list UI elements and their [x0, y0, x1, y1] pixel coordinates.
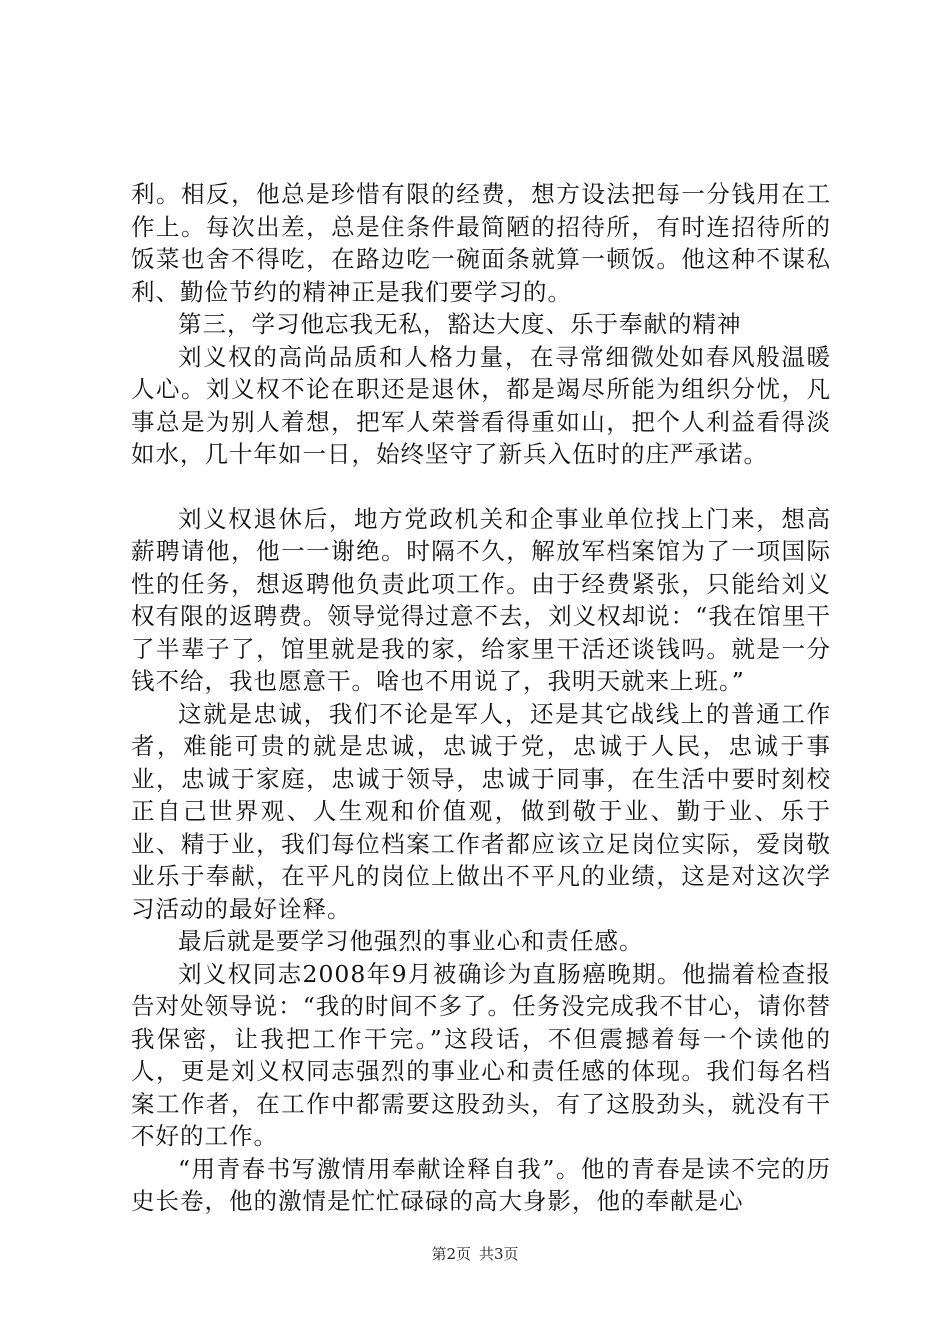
paragraph: 刘义权的高尚品质和人格力量，在寻常细微处如春风般温暖人心。刘义权不论在职还是退休，都是竭尽所能为组织分忧，凡事总是为别人着想，把军人荣誉看得重如山，把个人利益看得淡如水，几十年如一日，始终坚守了新兵入伍时的庄严承诺。: [131, 342, 831, 468]
paragraph: 刘义权同志2008年9月被确诊为直肠癌晚期。他揣着检查报告对处领导说：“我的时间不多了。任务没完成我不甘心，请你替我保密，让我把工作干完。”这段话，不但震撼着每一个读他的人，更是刘义权同志强烈的事业心和责任感的体现。我们每名档案工作者，在工作中都需要这股劲头，有了这股劲头，就没有干不好的工作。: [131, 959, 831, 1150]
page-number: 第2页: [431, 1245, 471, 1263]
page-footer: [0, 1244, 950, 1264]
section-heading: 第三，学习他忘我无私，豁达大度、乐于奉献的精神: [178, 310, 742, 338]
section-heading: 最后就是要学习他强烈的事业心和责任感。: [178, 927, 644, 955]
paragraph: 这就是忠诚，我们不论是军人，还是其它战线上的普通工作者，难能可贵的就是忠诚，忠诚于党，忠诚于人民，忠诚于事业，忠诚于家庭，忠诚于领导，忠诚于同事，在生活中要时刻校正自己世界观、人生观和价值观，做到敬于业、勤于业、乐于业、精于业，我们每位档案工作者都应该立足岗位实际，爱岗敬业乐于奉献，在平凡的岗位上做出不平凡的业绩，这是对这次学习活动的最好诠释。: [131, 699, 831, 923]
paragraph: “用青春书写激情用奉献诠释自我”。他的青春是读不完的历史长卷，他的激情是忙忙碌碌的高大身影，他的奉献是心: [131, 1154, 831, 1215]
paragraph-gap: [131, 471, 831, 503]
page-total: 共3页: [479, 1245, 519, 1263]
paragraph-continuation: 利。相反，他总是珍惜有限的经费，想方设法把每一分钱用在工作上。每次出差，总是住条件最简陋的招待所，有时连招待所的饭菜也舍不得吃，在路边吃一碗面条就算一顿饭。他这种不谋私利、勤俭节约的精神正是我们要学习的。: [131, 180, 831, 306]
document-body: [131, 178, 831, 1218]
paragraph: 刘义权退休后，地方党政机关和企事业单位找上门来，想高薪聘请他，他一一谢绝。时隔不久，解放军档案馆为了一项国际性的任务，想返聘他负责此项工作。由于经费紧张，只能给刘义权有限的返聘费。领导觉得过意不去，刘义权却说：“我在馆里干了半辈子了，馆里就是我的家，给家里干活还谈钱吗。就是一分钱不给，我也愿意干。啥也不用说了，我明天就来上班。”: [131, 504, 831, 695]
